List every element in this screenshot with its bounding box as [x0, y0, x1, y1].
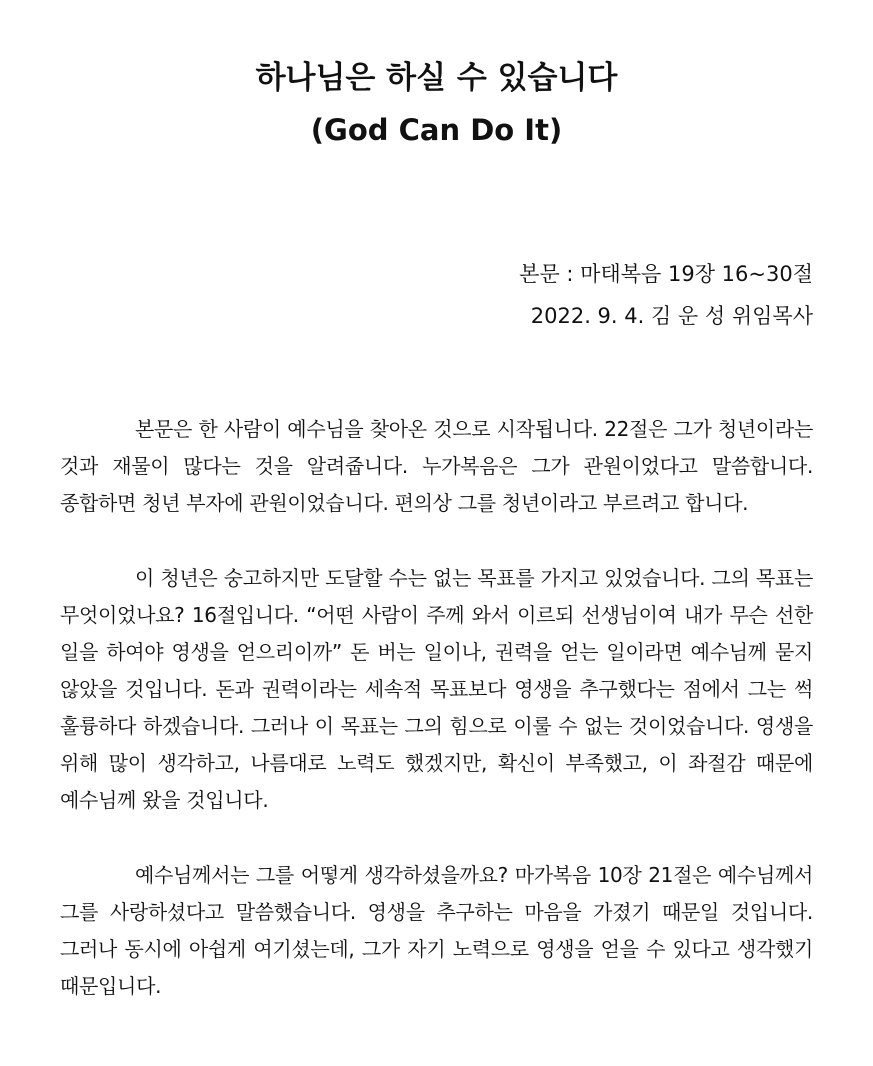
title-block — [0, 52, 873, 156]
sermon-body — [60, 411, 813, 1043]
sermon-subtitle: (God Can Do It) — [310, 113, 563, 147]
paragraph-3: 예수님께서는 그를 어떻게 생각하셨을까요? 마가복음 10장 21절은 예수님께서 그를 사랑하셨다고 말씀했습니다. 영생을 추구하는 마음을 가졌기 때문일 것입니다. 그러나 동시에 아쉽게 여기셨는데, 그가 자기 노력으로 영생을 얻을 수 있다고 생각했기 때문입니다. — [60, 863, 813, 998]
date-and-author: 2022. 9. 4. 김 운 성 위임목사 — [530, 304, 813, 328]
scripture-reference: 본문 : 마태복음 19장 16~30절 — [519, 262, 813, 286]
sermon-title: 하나님은 하실 수 있습니다 — [255, 60, 618, 96]
sermon-meta — [519, 253, 813, 337]
paragraph-2: 이 청년은 숭고하지만 도달할 수는 없는 목표를 가지고 있었습니다. 그의 목표는 무엇이었나요? 16절입니다. “어떤 사람이 주께 와서 이르되 선생님이여 내가 무슨 선한 일을 하여야 영생을 얻으리이까” 돈 버는 일이나, 권력을 얻는 일이라면 예수님께 묻지 않았을 것입니다. 돈과 권력이라는 세속적 목표보다 영생을 추구했다는 점에서 그는 썩 훌륭하다 하겠습니다. 그러나 이 목표는 그의 힘으로 이룰 수 없는 것이었습니다. 영생을 위해 많이 생각하고, 나름대로 노력도 했겠지만, 확신이 부족했고, 이 좌절감 때문에 예수님께 왔을 것입니다. — [60, 566, 813, 812]
paragraph-1: 본문은 한 사람이 예수님을 찾아온 것으로 시작됩니다. 22절은 그가 청년이라는 것과 재물이 많다는 것을 알려줍니다. 누가복음은 그가 관원이었다고 말씀합니다. 종합하면 청년 부자에 관원이었습니다. 편의상 그를 청년이라고 부르려고 합니다. — [60, 417, 813, 515]
